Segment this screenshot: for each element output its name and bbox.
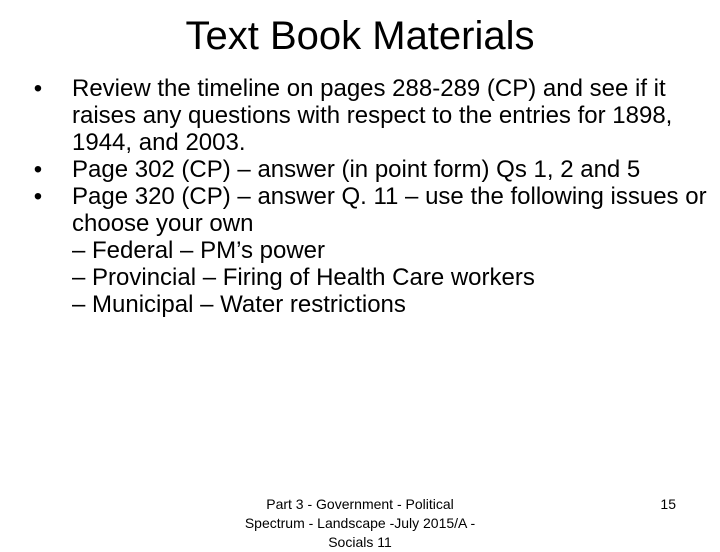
bullet-text: Page 320 (CP) – answer Q. 11 – use the following issues or choose your own — [72, 183, 707, 237]
bullet-item — [28, 156, 708, 183]
bullet-text: Page 302 (CP) – answer (in point form) Qs 1, 2 and 5 — [72, 156, 641, 183]
slide-body — [28, 75, 708, 318]
bullet-text: Review the timeline on pages 288-289 (CP) and see if it raises any questions with respect to the entries for 1898, 1944, and 2003. — [72, 75, 673, 156]
footer-text: Part 3 - Government - Political Spectrum - Landscape -July 2015/A - Socials 11 — [244, 496, 476, 550]
sub-bullet-item — [28, 291, 708, 318]
sub-bullet-item — [28, 264, 708, 291]
bullet-item — [28, 75, 708, 156]
sub-bullet-list — [28, 237, 708, 318]
bullet-icon: • — [33, 156, 43, 183]
bullet-icon: • — [33, 75, 43, 102]
bullet-item — [28, 183, 708, 237]
sub-bullet-text: – Provincial – Firing of Health Care workers — [72, 264, 535, 291]
slide-title: Text Book Materials — [185, 14, 535, 58]
page-number: 15 — [660, 496, 676, 512]
bullet-icon: • — [33, 183, 43, 210]
sub-bullet-item — [28, 237, 708, 264]
sub-bullet-text: – Federal – PM’s power — [72, 237, 326, 264]
sub-bullet-text: – Municipal – Water restrictions — [72, 291, 406, 318]
